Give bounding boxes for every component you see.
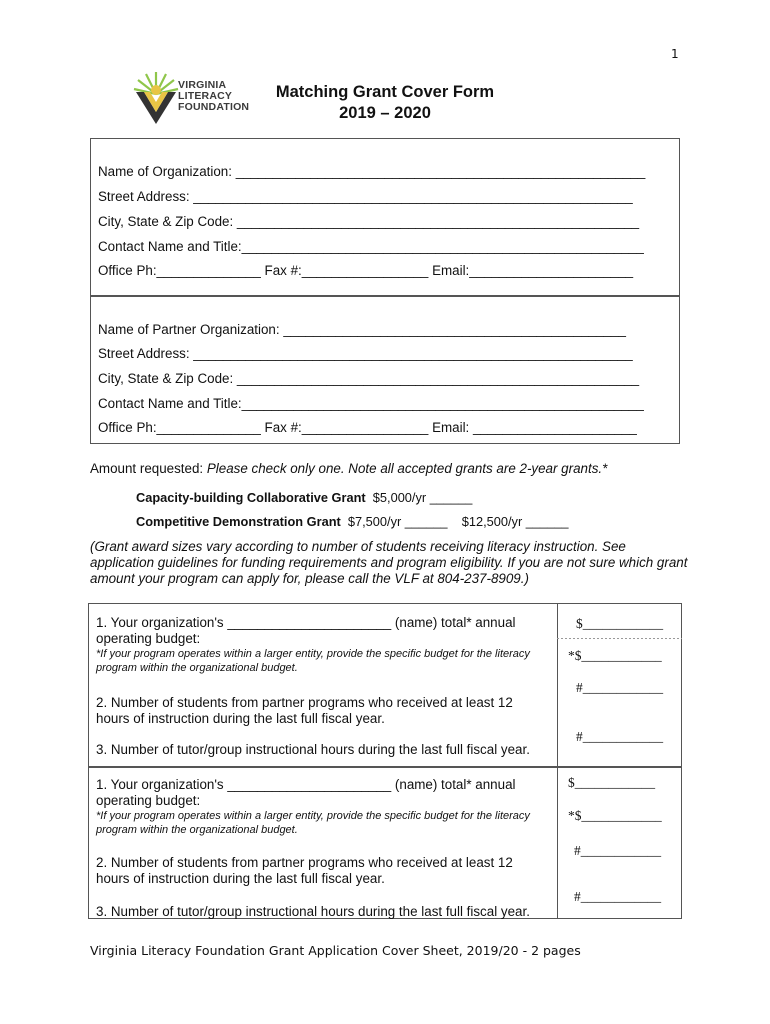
question-budget: 1. Your organization's ______________________ (name) total* annual operating budget: bbox=[96, 615, 516, 646]
logo-sunburst-icon bbox=[132, 70, 180, 128]
question-students-2: 2. Number of students from partner programs who received at least 12 hours of instruction during the last full fiscal year. bbox=[96, 855, 513, 886]
logo-line-1: VIRGINIA bbox=[178, 79, 227, 91]
amount-instruction: Please check only one. Note all accepted grants are 2-year grants.* bbox=[206, 461, 608, 476]
amount-requested bbox=[90, 461, 607, 476]
question-budget-2: 1. Your organization's ______________________ (name) total* annual operating budget: bbox=[96, 777, 516, 808]
hours-value-field[interactable]: #____________ bbox=[576, 729, 664, 744]
question-hours: 3. Number of tutor/group instructional hours during the last full fiscal year. bbox=[96, 742, 530, 757]
partner-street-field[interactable]: Street Address: ___________________________________________________________ bbox=[98, 346, 633, 361]
budget-footnote-2: *If your program operates within a larger entity, provide the specific budget for the literacy program within the organizational budget. bbox=[96, 810, 530, 836]
grant-size-note: (Grant award sizes vary according to number of students receiving literacy instruction. See application guidelines for funding requirements and program eligibility. If you are not sure which grant amount your program can apply for, please call the VLF at 804-237-8909.) bbox=[90, 539, 688, 586]
org-street-field[interactable]: Street Address: ___________________________________________________________ bbox=[98, 189, 633, 204]
grant-demonstration-amount: $7,500/yr ______ $12,500/yr ______ bbox=[340, 514, 569, 529]
vlf-logo bbox=[132, 70, 252, 128]
page-footer: Virginia Literacy Foundation Grant Application Cover Sheet, 2019/20 - 2 pages bbox=[90, 943, 581, 958]
budget-table-2 bbox=[88, 767, 682, 919]
org-name-field[interactable]: Name of Organization: _______________________________________________________ bbox=[98, 164, 646, 179]
question-hours-2: 3. Number of tutor/group instructional hours during the last full fiscal year. bbox=[96, 904, 530, 919]
title-line-2: 2019 – 2020 bbox=[339, 104, 431, 122]
students-value-field-2[interactable]: #____________ bbox=[574, 843, 662, 858]
partner-city-field[interactable]: City, State & Zip Code: ______________________________________________________ bbox=[98, 371, 640, 386]
budget-table-1 bbox=[88, 603, 682, 767]
budget-value-field[interactable]: $____________ bbox=[576, 616, 664, 631]
partner-contact-field[interactable]: Contact Name and Title:______________________________________________________ bbox=[98, 396, 644, 411]
grant-capacity-amount: $5,000/yr ______ bbox=[365, 490, 473, 505]
hours-value-field-2[interactable]: #____________ bbox=[574, 889, 662, 904]
amount-label: Amount requested: bbox=[90, 461, 207, 476]
grant-option-demonstration[interactable] bbox=[136, 514, 568, 529]
grant-demonstration-name: Competitive Demonstration Grant bbox=[136, 514, 341, 529]
form-title bbox=[260, 82, 510, 124]
partner-name-field[interactable]: Name of Partner Organization: ______________________________________________ bbox=[98, 322, 626, 337]
page-number: 1 bbox=[671, 47, 679, 61]
logo-line-2: LITERACY bbox=[178, 90, 233, 102]
grant-option-capacity[interactable] bbox=[136, 490, 472, 505]
budget-value-field-2[interactable]: $____________ bbox=[568, 775, 656, 790]
program-budget-value-field-2[interactable]: *$____________ bbox=[568, 808, 662, 823]
org-contact-field[interactable]: Contact Name and Title:______________________________________________________ bbox=[98, 239, 644, 254]
title-line-1: Matching Grant Cover Form bbox=[275, 83, 495, 101]
partner-phone-field[interactable]: Office Ph:______________ Fax #:_________________ Email: ______________________ bbox=[98, 420, 637, 435]
budget-footnote: *If your program operates within a larger entity, provide the specific budget for the literacy program within the organizational budget. bbox=[96, 648, 530, 674]
program-budget-value-field[interactable]: *$____________ bbox=[568, 648, 662, 663]
org-city-field[interactable]: City, State & Zip Code: ______________________________________________________ bbox=[98, 214, 640, 229]
students-value-field[interactable]: #____________ bbox=[576, 680, 664, 695]
question-students: 2. Number of students from partner programs who received at least 12 hours of instruction during the last full fiscal year. bbox=[96, 695, 513, 726]
grant-capacity-name: Capacity-building Collaborative Grant bbox=[136, 490, 366, 505]
org-phone-field[interactable]: Office Ph:______________ Fax #:_________________ Email:______________________ bbox=[98, 263, 634, 278]
logo-line-3: FOUNDATION bbox=[178, 101, 250, 113]
